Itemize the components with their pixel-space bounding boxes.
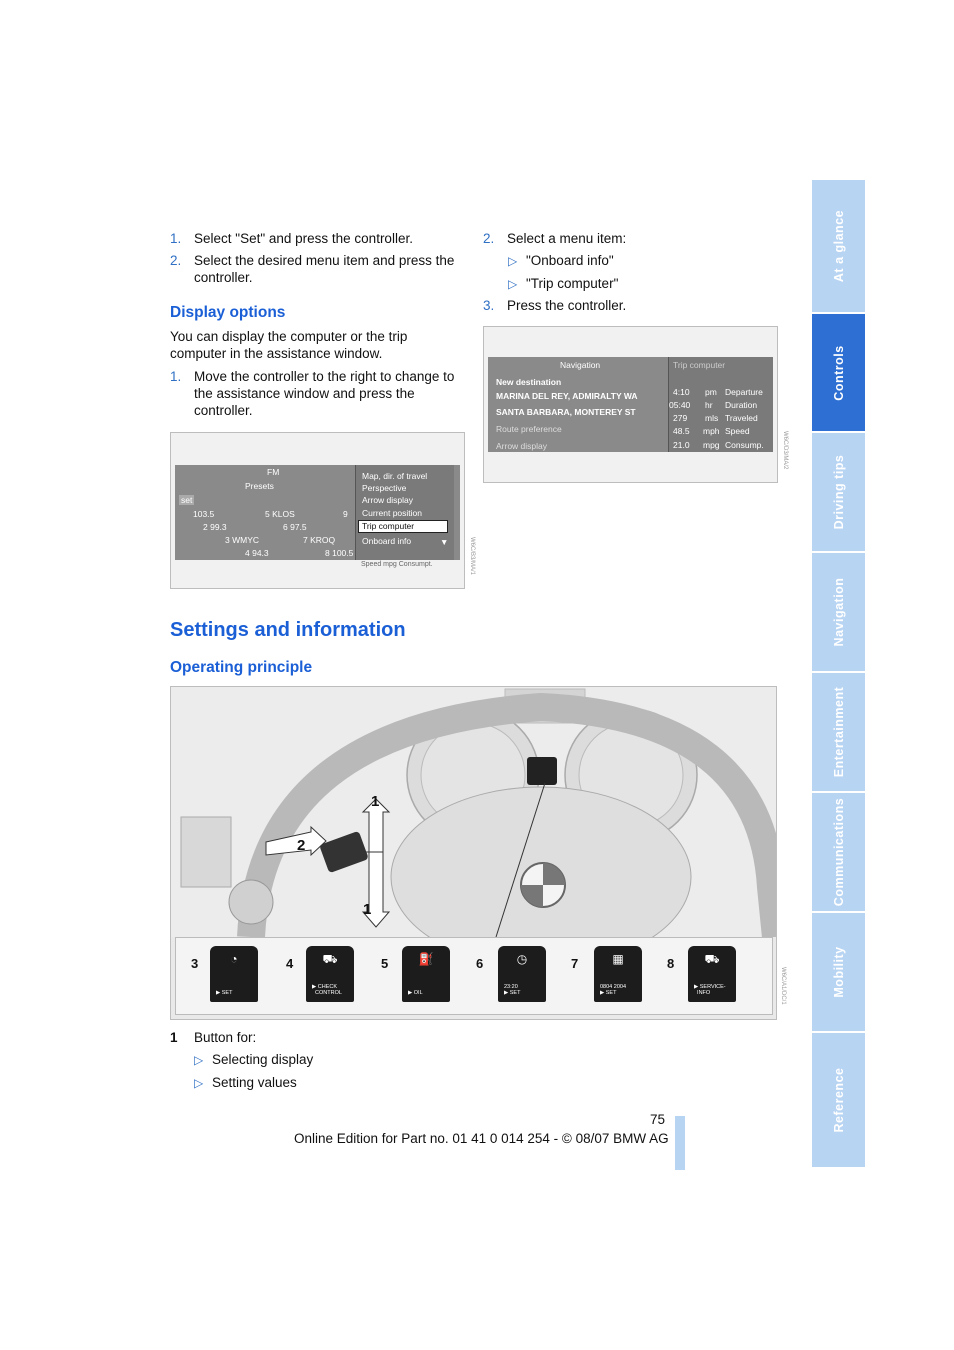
trip-value-traveled: 279 [673,413,688,423]
trip-unit-consumption: mpg [703,440,720,450]
service-info-button [688,946,736,1002]
button-number-7: 7 [571,956,579,971]
step-3-press-controller [483,297,783,314]
step-text: Select a menu item: [507,231,627,246]
menu-item-onboard-info: Onboard info [362,536,412,546]
tab-entertainment[interactable] [812,673,865,793]
menu-item-arrow-display: Arrow display [362,495,414,505]
station-6: 6 97.5 [283,522,307,532]
address-2: SANTA BARBARA, MONTEREY ST [496,407,636,417]
station-5: 5 KLOS [265,509,295,519]
trip-value-departure: 4:10 [673,387,690,397]
arrow-label-2: 2 [297,837,306,854]
trip-label-duration: Duration [725,400,758,410]
service-car-icon: ⛟ [704,952,720,966]
trip-label: Trip computer [673,360,726,370]
station-8: 8 100.5 [325,548,354,558]
step-number: 2. [170,253,182,268]
step-number: 1. [170,231,182,246]
step-2-select-menu-item [170,252,465,285]
steering-wheel-drawing [171,687,776,937]
tab-label: At a glance [831,209,846,283]
trip-unit-traveled: mls [705,413,719,423]
check-control-button [306,946,354,1002]
bullet-onboard-info [508,252,614,270]
image-serial: W6C/D3/MA/2 [782,431,788,470]
gauge-icon: ◔ [230,952,238,966]
bullet-text: Setting values [212,1075,297,1090]
trip-unit-duration: hr [705,400,713,410]
button-label: ▶ SET [216,990,233,996]
page-number: 75 [650,1112,666,1127]
fm-header: FM [267,467,280,477]
trip-label-traveled: Traveled [725,413,758,423]
display-options-heading: Display options [170,304,286,321]
section-title: Settings and information [170,619,406,641]
nav-screen [488,357,772,452]
route-preference: Route preference [496,424,562,434]
legend-number: 1 [170,1030,178,1045]
triangle-bullet-icon: ▷ [508,254,518,268]
calendar-icon: ▦ [612,952,624,966]
screen-image-navigation-trip [483,326,788,483]
button-number-8: 8 [667,956,675,971]
image-serial: W6C/B3/MA/1 [469,537,475,576]
button-number-6: 6 [476,956,484,971]
step-number: 1. [170,369,182,384]
trip-label-departure: Departure [725,387,763,397]
triangle-bullet-icon: ▷ [194,1076,204,1090]
button-number-3: 3 [191,956,199,971]
step-number: 3. [483,298,495,313]
trip-value-consumption: 21.0 [673,440,690,450]
legend-item-1 [170,1029,256,1046]
button-label: 0804 2004 ▶ SET [600,984,626,996]
arrow-label-1-bottom: 1 [363,901,372,918]
station-1: 103.5 [193,509,215,519]
new-destination: New destination [496,377,562,387]
nav-label: Navigation [560,360,601,370]
step-move-controller [170,368,465,418]
oil-can-icon: ⛽ [418,952,434,966]
button-label: ▶ OIL [408,990,423,996]
trip-label-consumption: Consump. [725,440,764,450]
display-buttons-strip [175,937,773,1015]
trip-value-speed: 48.5 [673,426,690,436]
button-label: ▶ CHECK CONTROL [312,984,342,996]
triangle-bullet-icon: ▷ [194,1053,204,1067]
step-text: Select the desired menu item and press the controller. [194,253,455,285]
station-7: 7 KROQ [303,535,336,545]
button-number-4: 4 [286,956,294,971]
bullet-text: "Trip computer" [526,276,619,291]
tab-label: Mobility [831,946,846,998]
trip-label-speed: Speed [725,426,750,436]
clock-icon: ◷ [516,952,528,966]
tab-label: Entertainment [831,686,846,778]
tab-label: Communications [831,797,846,907]
tab-driving-tips[interactable] [812,433,865,553]
address-1: MARINA DEL REY, ADMIRALTY WA [496,391,638,401]
bullet-trip-computer [508,275,618,293]
step-1-select-set [170,230,465,247]
set-label: set [181,495,193,505]
presets-header: Presets [245,481,274,491]
step-text: Move the controller to the right to change to the assistance window and press the controller. [194,369,455,418]
button-label: 23:20 ▶ SET [504,984,521,996]
car-icon: ⛟ [322,952,338,966]
display-options-paragraph: You can display the computer or the trip computer in the assistance window. [170,329,408,361]
menu-item-perspective: Perspective [362,483,407,493]
radio-screen [175,465,460,560]
tab-reference[interactable] [812,1033,865,1169]
page-number-bar [675,1116,685,1170]
tab-mobility[interactable] [812,913,865,1033]
operating-principle-heading: Operating principle [170,659,313,676]
step-2-select-a-menu-item [483,230,783,247]
station-9: 9 [343,509,348,519]
tab-communications[interactable] [812,793,865,913]
triangle-bullet-icon: ▷ [508,277,518,291]
button-number-5: 5 [381,956,389,971]
station-3: 3 WMYC [225,535,259,545]
arrow-label-1-top: 1 [371,793,380,810]
screen-image-radio-menu [170,432,475,589]
legend-bullet-setting-values [194,1074,297,1092]
menu-panel [355,465,454,560]
bullet-text: Selecting display [212,1052,314,1067]
arrow-display: Arrow display [496,441,548,451]
legend-bullet-selecting-display [194,1051,313,1069]
tab-controls[interactable] [812,314,865,433]
clock-button [498,946,546,1002]
tab-label: Navigation [831,577,846,647]
station-2: 2 99.3 [203,522,227,532]
trip-unit-speed: mph [703,426,720,436]
step-text: Press the controller. [507,298,627,313]
tab-label: Reference [831,1067,846,1133]
menu-item-trip-computer: Trip computer [362,521,415,531]
scroll-down-icon: ▼ [440,537,449,547]
trip-unit-departure: pm [705,387,717,397]
bullet-text: "Onboard info" [526,253,614,268]
button-label: ▶ SERVICE- INFO [694,984,726,996]
cockpit-illustration [170,686,786,1020]
step-number: 2. [483,231,495,246]
oil-button [402,946,450,1002]
tab-at-a-glance[interactable] [812,180,865,314]
menu-item-current-position: Current position [362,508,423,518]
legend-text: Button for: [194,1030,257,1045]
date-button [594,946,642,1002]
tab-label: Driving tips [831,454,846,530]
station-4: 4 94.3 [245,548,269,558]
trip-value-duration: 05:40 [669,400,691,410]
step-text: Select "Set" and press the controller. [194,231,413,246]
menu-item-map: Map, dir. of travel [362,471,428,481]
trip-panel [668,357,773,452]
gauge-icon-button [210,946,258,1002]
tab-navigation[interactable] [812,553,865,673]
footer-edition: Online Edition for Part no. 01 41 0 014 254 - © 08/07 BMW AG [294,1131,669,1146]
screen-footer: Speed mpg Consumpt. [361,561,433,568]
image-serial: W6C/A1/DC/1 [780,967,786,1005]
tab-label: Controls [831,344,846,401]
